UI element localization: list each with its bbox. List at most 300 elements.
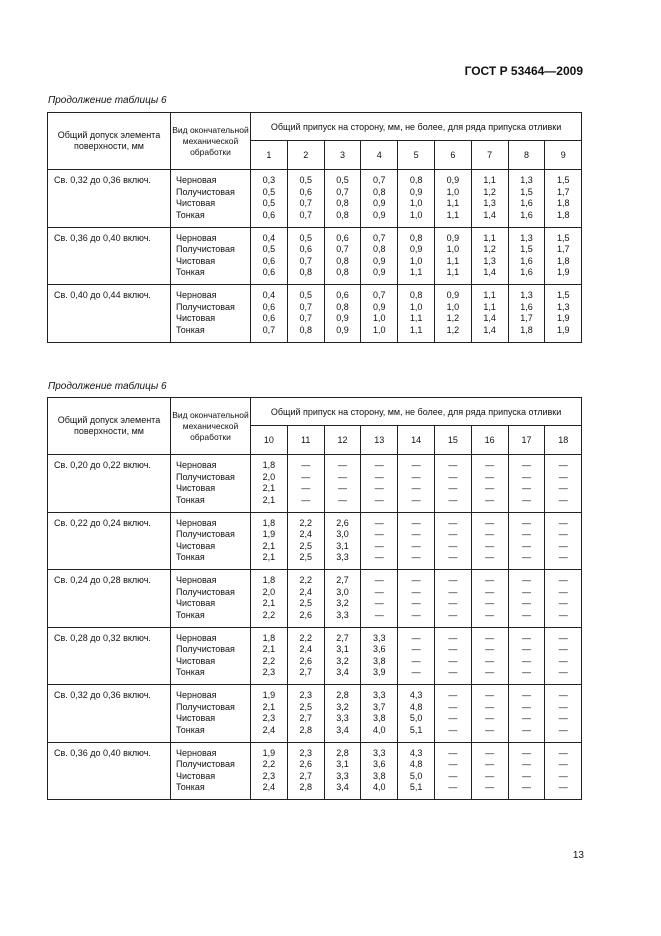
allowance-value: 1,6: [520, 255, 533, 266]
allowance-value: 2,1: [262, 552, 276, 562]
allowance-value: —: [558, 552, 568, 562]
value-cell: [324, 627, 361, 685]
allowance-value: —: [411, 575, 421, 585]
allowance-value: 0,6: [299, 186, 312, 197]
allowance-value: —: [374, 598, 384, 608]
allowance-value: —: [485, 747, 495, 758]
table-row: [48, 627, 582, 685]
value-cell: [287, 170, 324, 228]
allowance-value: —: [448, 460, 458, 470]
method-label: Черновая: [176, 460, 217, 470]
allowance-value: —: [521, 770, 531, 781]
allowance-value: —: [411, 471, 421, 482]
value-cell: [324, 170, 361, 228]
table-row: [48, 512, 582, 570]
header-row: [48, 113, 582, 141]
allowance-value: 1,0: [409, 255, 423, 266]
value-cell: [471, 627, 508, 685]
allowance-header: Общий припуск на сторону, мм, не более, для ряда припуска отливки: [251, 113, 582, 141]
allowance-value: 5,1: [409, 724, 423, 735]
allowance-value: —: [558, 690, 568, 700]
allowance-value: 1,5: [520, 186, 533, 197]
allowance-value: —: [411, 586, 421, 597]
allowance-value: 2,2: [262, 609, 276, 620]
allowance-value: 1,0: [409, 198, 423, 208]
allowance-value: 2,0: [262, 586, 276, 597]
column-number-13: 13: [361, 426, 398, 455]
method-label: Черновая: [176, 232, 217, 243]
allowance-value: 3,4: [336, 724, 349, 735]
allowance-value: —: [448, 609, 458, 620]
allowance-value: —: [448, 529, 458, 539]
allowance-value: 3,3: [336, 552, 349, 562]
allowance-value: —: [558, 483, 568, 493]
method-label: Тонкая: [176, 324, 205, 335]
allowance-value: —: [411, 552, 421, 562]
value-cell: [361, 627, 398, 685]
allowance-value: 1,9: [557, 267, 570, 277]
tolerance-cell: Св. 0,32 до 0,36 включ.: [48, 170, 171, 228]
method-label: Черновая: [176, 690, 217, 700]
column-number-6: 6: [434, 141, 471, 170]
value-cell: [545, 685, 582, 743]
allowance-value: —: [411, 529, 421, 539]
allowance-value: —: [485, 667, 495, 677]
allowance-value: —: [558, 747, 568, 758]
column-number-10: 10: [251, 426, 288, 455]
value-cell: [251, 570, 288, 628]
allowance-value: —: [301, 471, 311, 482]
allowance-value: 3,9: [373, 667, 386, 677]
allowance-value: —: [448, 471, 458, 482]
value-cell: [434, 455, 471, 513]
allowance-value: —: [374, 575, 384, 585]
value-cell: [434, 170, 471, 228]
allowance-value: —: [521, 713, 531, 723]
allowance-value: 4,8: [409, 759, 423, 769]
allowance-value: 4,0: [373, 724, 386, 735]
allowance-value: 2,4: [262, 724, 276, 735]
allowance-value: 2,6: [336, 517, 349, 528]
allowance-value: —: [485, 517, 495, 528]
value-cell: [508, 455, 545, 513]
allowance-value: 1,0: [373, 324, 386, 335]
header-row: [48, 398, 582, 426]
allowance-value: 1,6: [520, 301, 533, 312]
allowance-value: 0,8: [336, 267, 349, 277]
allowance-value: —: [558, 471, 568, 482]
tolerance-cell: Св. 0,36 до 0,40 включ.: [48, 227, 171, 285]
allowance-value: 0,5: [262, 186, 276, 197]
allowance-value: 1,5: [557, 290, 570, 300]
allowance-value: —: [558, 759, 568, 769]
allowance-value: 5,0: [409, 713, 423, 723]
allowance-value: 0,9: [446, 232, 460, 243]
method-label: Получистовая: [176, 471, 235, 482]
allowance-value: —: [337, 494, 347, 505]
allowance-value: 3,7: [373, 701, 386, 712]
allowance-value: —: [374, 609, 384, 620]
value-cell: [471, 512, 508, 570]
value-cell: [251, 455, 288, 513]
allowance-value: 0,7: [262, 324, 276, 335]
allowance-value: —: [374, 494, 384, 505]
value-cell: [471, 685, 508, 743]
allowance-value: 1,5: [557, 175, 570, 185]
method-cell: [171, 742, 251, 800]
allowance-value: —: [521, 540, 531, 551]
allowance-value: —: [411, 609, 421, 620]
method-label: Чистовая: [176, 540, 216, 551]
column-number-11: 11: [287, 426, 324, 455]
allowance-value: —: [521, 644, 531, 654]
allowance-value: —: [521, 724, 531, 735]
allowance-value: —: [485, 483, 495, 493]
method-label: Черновая: [176, 290, 217, 300]
method-label: Тонкая: [176, 267, 205, 277]
value-cell: [398, 227, 435, 285]
allowance-table: [47, 397, 582, 800]
allowance-value: —: [521, 483, 531, 493]
tolerance-cell: Св. 0,22 до 0,24 включ.: [48, 512, 171, 570]
allowance-value: 1,9: [262, 529, 276, 539]
allowance-value: —: [521, 575, 531, 585]
allowance-value: —: [411, 644, 421, 654]
allowance-value: 0,7: [336, 244, 349, 254]
allowance-value: —: [558, 586, 568, 597]
allowance-value: —: [301, 483, 311, 493]
method-cell: [171, 570, 251, 628]
allowance-value: —: [411, 655, 421, 666]
allowance-value: 2,5: [299, 701, 312, 712]
allowance-value: 1,5: [520, 244, 533, 254]
allowance-value: 2,7: [336, 632, 349, 643]
allowance-value: 5,0: [409, 770, 423, 781]
allowance-value: 2,2: [299, 517, 312, 528]
allowance-value: 1,1: [446, 267, 460, 277]
allowance-value: 0,8: [373, 244, 386, 254]
value-cell: [508, 685, 545, 743]
allowance-value: —: [485, 655, 495, 666]
allowance-value: —: [521, 471, 531, 482]
allowance-value: —: [558, 655, 568, 666]
value-cell: [471, 285, 508, 343]
allowance-value: —: [521, 655, 531, 666]
table-row: [48, 570, 582, 628]
allowance-value: 3,2: [336, 598, 349, 608]
allowance-value: 2,1: [262, 598, 276, 608]
allowance-value: 1,1: [409, 324, 423, 335]
allowance-value: —: [521, 632, 531, 643]
allowance-value: 2,4: [262, 782, 276, 792]
allowance-value: 2,1: [262, 540, 276, 551]
value-cell: [434, 227, 471, 285]
allowance-value: —: [448, 724, 458, 735]
allowance-value: 1,1: [483, 232, 496, 243]
value-cell: [251, 627, 288, 685]
allowance-value: —: [558, 667, 568, 677]
value-cell: [251, 742, 288, 800]
value-cell: [545, 170, 582, 228]
allowance-value: 2,7: [299, 770, 312, 781]
allowance-value: 2,5: [299, 598, 312, 608]
allowance-value: 1,7: [557, 186, 570, 197]
method-label: Чистовая: [176, 655, 216, 666]
allowance-value: 2,6: [299, 609, 312, 620]
value-cell: [398, 170, 435, 228]
allowance-value: 1,9: [557, 324, 570, 335]
allowance-value: —: [448, 655, 458, 666]
allowance-value: —: [448, 494, 458, 505]
value-cell: [251, 512, 288, 570]
column-number-5: 5: [398, 141, 435, 170]
allowance-value: —: [485, 770, 495, 781]
allowance-value: 0,5: [299, 290, 312, 300]
allowance-value: —: [558, 598, 568, 608]
allowance-value: 0,7: [373, 232, 386, 243]
allowance-value: 3,6: [373, 759, 386, 769]
allowance-value: —: [558, 782, 568, 792]
value-cell: [251, 170, 288, 228]
allowance-value: —: [448, 540, 458, 551]
value-cell: [398, 627, 435, 685]
allowance-value: 0,6: [262, 313, 276, 323]
value-cell: [471, 170, 508, 228]
allowance-value: 1,1: [409, 313, 423, 323]
allowance-value: 2,3: [262, 713, 276, 723]
allowance-value: —: [448, 701, 458, 712]
allowance-value: —: [521, 667, 531, 677]
allowance-value: 0,8: [373, 186, 386, 197]
value-cell: [287, 570, 324, 628]
allowance-value: —: [374, 460, 384, 470]
allowance-value: 2,5: [299, 540, 312, 551]
value-cell: [251, 685, 288, 743]
allowance-value: —: [301, 494, 311, 505]
allowance-value: —: [521, 609, 531, 620]
allowance-value: 0,6: [262, 267, 276, 277]
allowance-value: —: [374, 529, 384, 539]
allowance-value: 0,9: [373, 209, 386, 220]
value-cell: [508, 170, 545, 228]
allowance-value: 2,8: [299, 724, 312, 735]
value-cell: [434, 685, 471, 743]
allowance-value: 1,3: [483, 198, 496, 208]
method-cell: [171, 285, 251, 343]
allowance-value: 0,8: [299, 267, 312, 277]
allowance-value: 0,9: [336, 324, 349, 335]
standard-designation: ГОСТ Р 53464—2009: [464, 64, 583, 78]
method-cell: [171, 455, 251, 513]
allowance-value: —: [448, 586, 458, 597]
table-row: [48, 685, 582, 743]
allowance-value: 1,3: [520, 290, 533, 300]
allowance-value: —: [558, 494, 568, 505]
allowance-table: [47, 112, 582, 343]
allowance-value: 2,2: [262, 759, 276, 769]
allowance-value: —: [485, 575, 495, 585]
allowance-value: 0,9: [446, 290, 460, 300]
allowance-value: 1,2: [483, 244, 496, 254]
column-number-12: 12: [324, 426, 361, 455]
method-label: Получистовая: [176, 644, 235, 654]
allowance-value: 2,6: [299, 655, 312, 666]
tolerance-cell: Св. 0,20 до 0,22 включ.: [48, 455, 171, 513]
allowance-header: Общий припуск на сторону, мм, не более, для ряда припуска отливки: [251, 398, 582, 426]
value-cell: [545, 455, 582, 513]
allowance-value: 3,4: [336, 782, 349, 792]
value-cell: [287, 227, 324, 285]
allowance-value: —: [448, 644, 458, 654]
allowance-value: 2,5: [299, 552, 312, 562]
method-label: Черновая: [176, 517, 217, 528]
allowance-value: —: [448, 483, 458, 493]
allowance-value: —: [521, 552, 531, 562]
allowance-value: 0,6: [336, 290, 349, 300]
allowance-value: —: [558, 770, 568, 781]
allowance-value: —: [411, 460, 421, 470]
column-number-1: 1: [251, 141, 288, 170]
value-cell: [361, 455, 398, 513]
method-label: Получистовая: [176, 186, 235, 197]
allowance-value: 2,1: [262, 701, 276, 712]
allowance-value: —: [374, 483, 384, 493]
allowance-value: —: [374, 552, 384, 562]
allowance-value: 1,5: [557, 232, 570, 243]
method-cell: [171, 227, 251, 285]
allowance-value: 0,6: [262, 301, 276, 312]
allowance-value: —: [558, 517, 568, 528]
value-cell: [251, 285, 288, 343]
allowance-value: 1,1: [409, 267, 423, 277]
allowance-value: —: [411, 667, 421, 677]
method-label: Тонкая: [176, 552, 205, 562]
allowance-value: 2,8: [336, 690, 349, 700]
allowance-value: 2,1: [262, 494, 276, 505]
value-cell: [324, 685, 361, 743]
value-cell: [508, 742, 545, 800]
method-label: Тонкая: [176, 209, 205, 220]
allowance-value: 3,1: [336, 644, 349, 654]
allowance-value: —: [558, 632, 568, 643]
allowance-value: —: [448, 782, 458, 792]
method-label: Получистовая: [176, 244, 235, 254]
allowance-value: 0,7: [299, 209, 312, 220]
allowance-value: —: [485, 690, 495, 700]
allowance-value: 2,7: [299, 667, 312, 677]
allowance-value: 3,3: [373, 747, 386, 758]
value-cell: [324, 742, 361, 800]
allowance-value: 1,4: [483, 267, 496, 277]
allowance-value: 0,7: [373, 175, 386, 185]
allowance-value: —: [485, 701, 495, 712]
value-cell: [287, 285, 324, 343]
allowance-value: 0,9: [373, 198, 386, 208]
value-cell: [434, 570, 471, 628]
allowance-value: 1,8: [262, 575, 276, 585]
allowance-value: 1,8: [262, 517, 276, 528]
allowance-value: 0,5: [262, 198, 276, 208]
allowance-value: —: [448, 747, 458, 758]
column-number-17: 17: [508, 426, 545, 455]
allowance-value: 1,7: [557, 244, 570, 254]
allowance-value: 2,3: [262, 667, 276, 677]
value-cell: [324, 227, 361, 285]
allowance-value: 1,2: [446, 313, 460, 323]
allowance-value: 1,4: [483, 209, 496, 220]
allowance-value: 3,0: [336, 529, 349, 539]
column-number-3: 3: [324, 141, 361, 170]
table-caption: Продолжение таблицы 6: [48, 95, 167, 106]
allowance-value: 1,7: [520, 313, 533, 323]
allowance-value: 0,5: [262, 244, 276, 254]
allowance-value: —: [448, 632, 458, 643]
allowance-value: —: [448, 690, 458, 700]
allowance-value: 0,8: [336, 209, 349, 220]
value-cell: [471, 455, 508, 513]
allowance-value: —: [374, 540, 384, 551]
allowance-value: 0,5: [299, 175, 312, 185]
value-cell: [434, 627, 471, 685]
allowance-value: 1,1: [483, 290, 496, 300]
allowance-value: —: [558, 644, 568, 654]
allowance-value: —: [485, 644, 495, 654]
method-label: Черновая: [176, 175, 217, 185]
allowance-value: —: [374, 586, 384, 597]
allowance-value: 1,4: [483, 324, 496, 335]
allowance-value: —: [411, 598, 421, 608]
column-number-8: 8: [508, 141, 545, 170]
value-cell: [361, 170, 398, 228]
allowance-value: 2,1: [262, 483, 276, 493]
method-cell: [171, 170, 251, 228]
allowance-value: 2,3: [299, 690, 312, 700]
allowance-value: —: [485, 460, 495, 470]
value-cell: [508, 570, 545, 628]
allowance-value: 0,9: [409, 186, 423, 197]
allowance-value: 2,4: [299, 644, 312, 654]
allowance-value: 2,7: [336, 575, 349, 585]
allowance-value: 3,0: [336, 586, 349, 597]
allowance-value: 2,2: [262, 655, 276, 666]
value-cell: [508, 227, 545, 285]
value-cell: [287, 455, 324, 513]
allowance-value: —: [521, 701, 531, 712]
allowance-value: —: [485, 540, 495, 551]
allowance-value: 2,2: [299, 575, 312, 585]
allowance-value: —: [521, 690, 531, 700]
page-number: 13: [572, 850, 584, 861]
value-cell: [508, 512, 545, 570]
method-header: Вид окончательной механической обработки: [171, 398, 251, 455]
allowance-value: 0,7: [299, 301, 312, 312]
tolerance-cell: Св. 0,40 до 0,44 включ.: [48, 285, 171, 343]
allowance-value: —: [521, 494, 531, 505]
column-number-4: 4: [361, 141, 398, 170]
allowance-value: —: [411, 494, 421, 505]
allowance-value: 0,5: [299, 232, 312, 243]
allowance-value: 3,2: [336, 655, 349, 666]
allowance-value: 3,8: [373, 713, 386, 723]
allowance-value: —: [521, 782, 531, 792]
allowance-value: 2,6: [299, 759, 312, 769]
allowance-value: 2,4: [299, 586, 312, 597]
allowance-value: 3,4: [336, 667, 349, 677]
allowance-value: 0,9: [373, 301, 386, 312]
value-cell: [545, 285, 582, 343]
allowance-value: 0,9: [409, 244, 423, 254]
allowance-value: —: [374, 517, 384, 528]
